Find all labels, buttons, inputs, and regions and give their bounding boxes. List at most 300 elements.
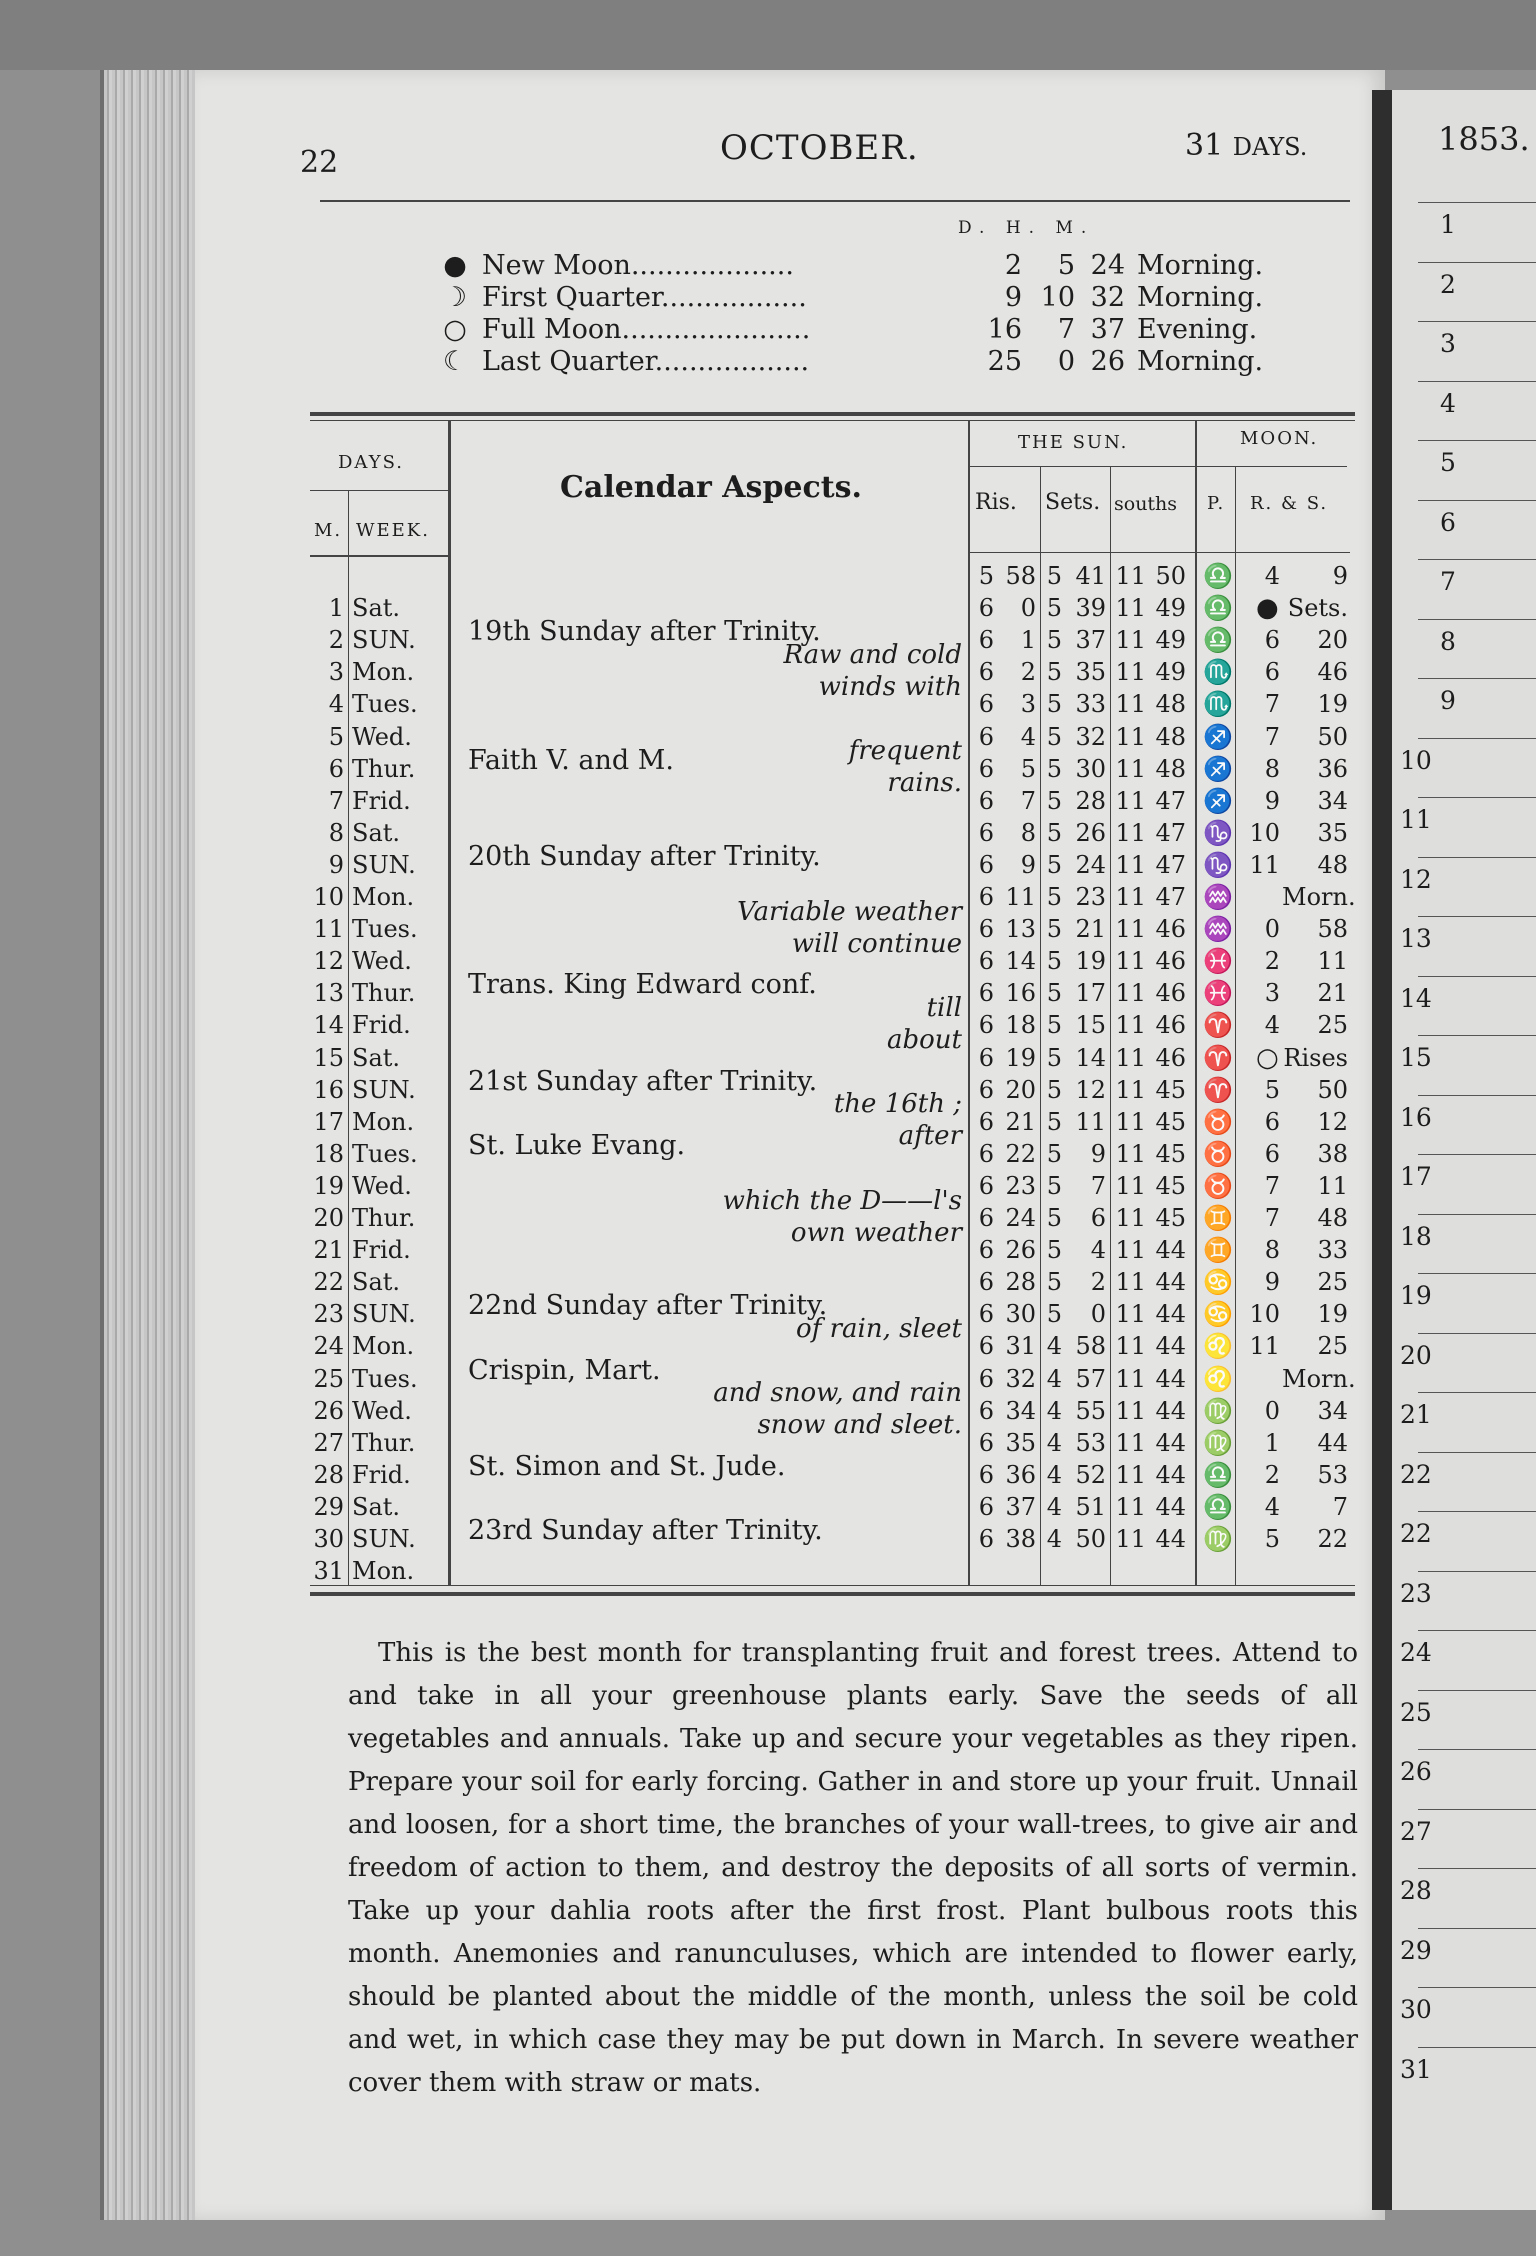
phase-name: Last Quarter <box>482 346 655 377</box>
day-of-month: 30 <box>313 1525 344 1553</box>
set-minute: 41 <box>1075 562 1106 590</box>
moon-sign-icon: ♐ <box>1203 754 1233 783</box>
rise-minute: 11 <box>1005 883 1036 911</box>
table-row <box>0 913 1380 945</box>
facing-page-day-number: 3 <box>1440 329 1456 358</box>
moon-sign-icon: ♍ <box>1203 1525 1233 1553</box>
set-hour: 5 <box>1046 594 1062 623</box>
phase-minute: 32 <box>1090 282 1125 313</box>
day-of-week: SUN. <box>352 626 416 655</box>
south-minute: 46 <box>1155 915 1186 944</box>
south-minute: 48 <box>1155 722 1186 751</box>
day-of-week: SUN. <box>352 1300 416 1329</box>
facing-page-rule <box>1418 1809 1536 1810</box>
facing-page-day-number: 5 <box>1440 448 1456 477</box>
gardening-text: This is the best month for transplanting fruit and forest trees. Attend to and take in all your greenhouse plants early. Save the seeds of all vegetables and annuals. Take up and secure your vegetables as they ripen. Prepare your soil for early forcing. Gather in and store up your fruit. Unnail and loosen, for a short time, the branches of your wall-trees, to give air and freedom of action to them, and destroy the deposits of all sorts of vermin. Take up your dahlia roots after the first frost. Plant bulbous roots this month. Anemonies and ranunculuses, which are intended to flower early, should be planted about the middle of the month, unless the soil be cold and wet, in which case they may be put down in March. In severe weather cover them with straw or mats. <box>348 1638 1358 2098</box>
phase-time-of-day: Morning. <box>1137 346 1264 377</box>
set-minute: 21 <box>1075 915 1106 944</box>
moon-sign-icon: ♓ <box>1203 947 1233 976</box>
facing-page-rule <box>1418 1868 1536 1869</box>
weather-note: and snow, and rain <box>713 1378 962 1408</box>
weather-note: Raw and cold <box>783 640 962 670</box>
set-hour: 5 <box>1046 1268 1062 1297</box>
moon-rs-minute: Morn. <box>1282 883 1356 911</box>
day-of-month: 3 <box>328 658 344 687</box>
calendar-entry: Trans. King Edward conf. <box>468 969 817 1001</box>
facing-page-day-number: 9 <box>1440 686 1456 715</box>
moon-sign-icon: ♓ <box>1203 979 1233 1008</box>
south-hour: 11 <box>1115 1268 1146 1297</box>
weather-note: which the D——l's <box>722 1186 962 1216</box>
weather-note: rains. <box>887 768 962 798</box>
phase-name: First Quarter <box>482 282 661 313</box>
facing-page-rule <box>1418 2047 1536 2048</box>
gardening-paragraph <box>348 1632 1358 2105</box>
weather-note: the 16th ; <box>833 1089 962 1119</box>
moon-phase-row <box>440 250 1264 282</box>
moon-rs-minute: 25 <box>1317 1268 1348 1297</box>
moon-sign-icon: ♎ <box>1203 1460 1233 1489</box>
facing-page-rule <box>1418 381 1536 382</box>
set-hour: 5 <box>1046 786 1062 815</box>
day-of-week: Mon. <box>352 658 415 687</box>
south-hour: 11 <box>1115 722 1146 751</box>
weather-note: of rain, sleet <box>796 1314 962 1344</box>
phase-day: 2 <box>1004 250 1022 281</box>
set-minute: 51 <box>1075 1492 1106 1521</box>
facing-page-rule <box>1418 1154 1536 1155</box>
rise-minute: 13 <box>1005 915 1036 944</box>
moon-rs-minute: Morn. <box>1282 1364 1356 1393</box>
south-minute: 45 <box>1155 1139 1186 1168</box>
day-of-week: Mon. <box>352 883 415 911</box>
moon-rs-minute: 11 <box>1317 1171 1348 1200</box>
rise-minute: 21 <box>1005 1107 1036 1136</box>
facing-page-day-number: 4 <box>1440 388 1456 418</box>
set-minute: 32 <box>1075 722 1106 751</box>
set-hour: 4 <box>1046 1492 1062 1521</box>
moon-sign-icon: ♉ <box>1203 1139 1233 1168</box>
facing-page-day-number: 19 <box>1400 1281 1432 1310</box>
day-of-week: Thur. <box>352 754 416 783</box>
set-hour: 5 <box>1046 754 1062 783</box>
facing-page-day-number: 18 <box>1400 1221 1432 1251</box>
table-row <box>0 1330 1380 1362</box>
facing-page-day-number: 15 <box>1400 1043 1432 1072</box>
day-of-week: Wed. <box>352 947 412 976</box>
rise-hour: 6 <box>978 1396 994 1425</box>
phase-header-d: D. <box>958 218 993 238</box>
south-hour: 11 <box>1115 1332 1146 1361</box>
scan-background <box>0 0 1536 70</box>
new-moon-icon: ● <box>443 250 467 281</box>
table-row <box>0 721 1380 753</box>
phase-time-of-day: Morning. <box>1137 250 1264 281</box>
rise-minute: 23 <box>1005 1171 1036 1200</box>
moon-rs-minute: 44 <box>1317 1428 1348 1457</box>
south-minute: 47 <box>1155 883 1186 911</box>
full-moon-icon: ○ <box>443 314 467 345</box>
facing-page-day-number: 7 <box>1440 567 1456 596</box>
weather-note: about <box>887 1025 962 1055</box>
set-minute: 0 <box>1090 1300 1106 1329</box>
rise-hour: 6 <box>978 722 994 751</box>
moon-sign-icon: ♌ <box>1203 1364 1233 1393</box>
moon-sign-icon: ♏ <box>1203 690 1233 719</box>
calendar-entry: St. Simon and St. Jude. <box>468 1450 786 1482</box>
moon-rs-hour: 1 <box>1264 1428 1280 1457</box>
week-header: WEEK. <box>356 520 430 541</box>
moon-rs-hour: 4 <box>1264 1492 1280 1521</box>
rise-minute: 2 <box>1020 658 1036 687</box>
weather-note: till <box>926 993 962 1023</box>
south-hour: 11 <box>1115 1428 1146 1457</box>
moon-rs-minute: 50 <box>1317 1075 1348 1104</box>
rise-minute: 38 <box>1005 1525 1036 1553</box>
facing-page-day-number: 13 <box>1400 924 1432 953</box>
rise-hour: 6 <box>978 1525 994 1553</box>
day-of-month: 4 <box>328 690 344 719</box>
moon-rs-hour: 2 <box>1264 1460 1280 1489</box>
moon-sign-icon: ♑ <box>1203 818 1233 847</box>
moon-header: MOON. <box>1240 428 1319 449</box>
p-header: P. <box>1207 493 1226 514</box>
moon-rs-minute: 38 <box>1317 1139 1348 1168</box>
phase-leader-dots: ...................... <box>621 314 811 345</box>
day-of-month: 24 <box>313 1332 344 1361</box>
day-of-week: Thur. <box>352 1204 416 1232</box>
rs-header: R. & S. <box>1250 493 1329 514</box>
day-of-month: 13 <box>313 979 344 1008</box>
day-of-week: Frid. <box>352 1011 411 1040</box>
set-minute: 2 <box>1090 1268 1106 1297</box>
moon-rs-minute: 22 <box>1317 1525 1348 1553</box>
rise-hour: 6 <box>978 1204 994 1232</box>
page-number: 22 <box>300 145 339 180</box>
day-of-month: 5 <box>328 722 344 751</box>
table-top-rule-thin <box>310 420 1355 421</box>
rise-hour: 6 <box>978 883 994 911</box>
phase-column-headers <box>958 218 1094 238</box>
south-minute: 49 <box>1155 658 1186 687</box>
days-count: 31 <box>1185 128 1224 163</box>
moon-rs-minute: 58 <box>1317 915 1348 944</box>
week-header-rule <box>310 555 450 557</box>
set-hour: 4 <box>1046 1396 1062 1425</box>
south-hour: 11 <box>1115 754 1146 783</box>
moon-rs-minute: 50 <box>1317 722 1348 751</box>
moon-sign-icon: ♏ <box>1203 658 1233 687</box>
day-of-month: 9 <box>328 850 344 879</box>
set-minute: 14 <box>1075 1043 1106 1072</box>
facing-page-day-number: 6 <box>1440 507 1456 537</box>
moon-phase-row <box>440 314 1258 346</box>
table-row <box>0 1202 1380 1234</box>
moon-sign-icon: ♍ <box>1203 1396 1233 1425</box>
calendar-entry: 22nd Sunday after Trinity. <box>468 1290 828 1322</box>
facing-page-rule <box>1418 1214 1536 1215</box>
moon-rs-hour: 5 <box>1264 1525 1280 1553</box>
phase-leader-dots: .................. <box>654 346 810 377</box>
m-header: M. <box>314 520 343 541</box>
day-of-month: 1 <box>328 594 344 623</box>
first-quarter-icon: ☽ <box>442 282 468 313</box>
phase-leader-dots: ................... <box>630 250 794 281</box>
set-minute: 33 <box>1075 690 1106 719</box>
moon-rs-hour: 6 <box>1264 658 1280 687</box>
facing-page-rule <box>1418 857 1536 858</box>
rise-hour: 6 <box>978 979 994 1008</box>
south-minute: 44 <box>1155 1364 1186 1393</box>
facing-page-rule <box>1418 1987 1536 1988</box>
rise-hour: 6 <box>978 1075 994 1104</box>
moon-rs-minute: 53 <box>1317 1460 1348 1489</box>
table-row <box>0 881 1380 913</box>
south-hour: 11 <box>1115 1075 1146 1104</box>
south-hour: 11 <box>1115 1204 1146 1232</box>
set-minute: 28 <box>1075 786 1106 815</box>
moon-rs-hour: 7 <box>1264 1171 1280 1200</box>
phase-time-of-day: Evening. <box>1137 314 1258 345</box>
moon-sign-icon: ♒ <box>1203 915 1233 944</box>
set-hour: 5 <box>1046 690 1062 719</box>
moon-sign-icon: ♈ <box>1203 1075 1233 1104</box>
rise-minute: 20 <box>1005 1075 1036 1104</box>
table-row <box>0 688 1380 720</box>
moon-sign-icon: ♋ <box>1203 1300 1233 1329</box>
rise-hour: 6 <box>978 1492 994 1521</box>
set-hour: 5 <box>1046 818 1062 847</box>
table-row <box>0 1555 1380 1587</box>
sun-subheader-rule <box>970 552 1350 553</box>
day-of-week: Tues. <box>352 1364 418 1393</box>
moon-rs-minute: 35 <box>1317 818 1348 847</box>
new-moon-icon: ● <box>1256 593 1279 624</box>
facing-page-rule <box>1418 1273 1536 1274</box>
day-of-month: 21 <box>313 1236 344 1265</box>
facing-page-rule <box>1418 1690 1536 1691</box>
moon-rs-hour: 8 <box>1264 1236 1280 1265</box>
phase-header-m: M. <box>1055 218 1095 238</box>
facing-page-rule <box>1418 559 1536 560</box>
facing-page-rule <box>1418 440 1536 441</box>
rise-hour: 6 <box>978 690 994 719</box>
day-of-month: 10 <box>313 883 344 911</box>
rise-hour: 6 <box>978 1460 994 1489</box>
set-minute: 58 <box>1075 1332 1106 1361</box>
south-minute: 50 <box>1155 562 1186 590</box>
facing-page-day-number: 23 <box>1400 1578 1432 1608</box>
moon-sign-icon: ♎ <box>1203 562 1233 590</box>
moon-rs-minute: 9 <box>1332 562 1348 590</box>
moon-rs-minute: 11 <box>1317 947 1348 976</box>
moon-rs-minute: 33 <box>1317 1236 1348 1265</box>
facing-page-rule <box>1418 1749 1536 1750</box>
table-row <box>0 656 1380 688</box>
south-hour: 11 <box>1115 1300 1146 1329</box>
facing-page-day-number: 2 <box>1440 269 1456 299</box>
day-of-week: Wed. <box>352 1171 412 1200</box>
table-row <box>0 785 1380 817</box>
set-minute: 37 <box>1075 626 1106 655</box>
day-of-week: Frid. <box>352 1236 411 1265</box>
day-of-month: 18 <box>313 1139 344 1168</box>
moon-rs-hour: 10 <box>1249 818 1280 847</box>
rise-hour: 6 <box>978 1428 994 1457</box>
day-of-month: 27 <box>313 1428 344 1457</box>
day-of-week: Mon. <box>352 1332 415 1361</box>
phase-hour: 5 <box>1057 250 1075 281</box>
facing-page-rule <box>1418 976 1536 977</box>
calendar-entry: 21st Sunday after Trinity. <box>468 1065 818 1097</box>
facing-page-day-number: 14 <box>1400 983 1432 1013</box>
day-of-week: Sat. <box>352 594 401 623</box>
moon-rs-hour: 7 <box>1264 722 1280 751</box>
sun-moon-first-row <box>0 560 1380 592</box>
rise-hour: 6 <box>978 594 994 623</box>
month-title: OCTOBER. <box>720 128 919 168</box>
day-of-week: SUN. <box>352 850 416 879</box>
header-rule <box>320 200 1350 202</box>
day-of-month: 28 <box>313 1460 344 1489</box>
south-hour: 11 <box>1115 1043 1146 1072</box>
set-hour: 5 <box>1046 1043 1062 1072</box>
rise-hour: 6 <box>978 658 994 687</box>
set-minute: 57 <box>1075 1364 1106 1393</box>
moon-rs-hour: 7 <box>1264 1204 1280 1232</box>
rise-hour: 6 <box>978 1300 994 1329</box>
rise-minute: 0 <box>1020 594 1036 623</box>
day-of-week: Thur. <box>352 979 416 1008</box>
set-minute: 55 <box>1075 1396 1106 1425</box>
table-top-rule <box>310 412 1355 416</box>
moon-rs-minute: 48 <box>1317 850 1348 879</box>
weather-note: will continue <box>791 929 962 959</box>
table-row <box>0 1395 1380 1427</box>
days-count-label <box>1185 128 1307 163</box>
south-minute: 49 <box>1155 626 1186 655</box>
calendar-entry: 19th Sunday after Trinity. <box>468 616 821 648</box>
day-of-week: Mon. <box>352 1107 415 1136</box>
rise-minute: 26 <box>1005 1236 1036 1265</box>
south-hour: 11 <box>1115 1011 1146 1040</box>
day-of-month: 20 <box>313 1204 344 1232</box>
facing-page-rule <box>1418 202 1536 203</box>
rise-minute: 1 <box>1020 626 1036 655</box>
moon-sign-icon: ♉ <box>1203 1171 1233 1200</box>
south-minute: 44 <box>1155 1525 1186 1553</box>
moon-rs-minute: 19 <box>1317 690 1348 719</box>
day-of-week: Wed. <box>352 1396 412 1425</box>
facing-page-year: 1853. <box>1438 120 1530 158</box>
moon-rs-hour: 4 <box>1264 562 1280 590</box>
south-hour: 11 <box>1115 1236 1146 1265</box>
moon-rs-hour: 10 <box>1249 1300 1280 1329</box>
rise-minute: 35 <box>1005 1428 1036 1457</box>
moon-sign-icon: ♊ <box>1203 1236 1233 1265</box>
day-of-week: Tues. <box>352 1139 418 1168</box>
south-minute: 46 <box>1155 979 1186 1008</box>
set-minute: 53 <box>1075 1428 1106 1457</box>
phase-day: 16 <box>987 314 1022 345</box>
facing-page-day-number: 8 <box>1440 626 1456 656</box>
set-minute: 52 <box>1075 1460 1106 1489</box>
south-hour: 11 <box>1115 947 1146 976</box>
set-hour: 5 <box>1046 1011 1062 1040</box>
moon-sign-icon: ♎ <box>1203 594 1233 623</box>
day-of-month: 7 <box>328 786 344 815</box>
south-hour: 11 <box>1115 658 1146 687</box>
phase-label <box>482 250 794 281</box>
rise-hour: 6 <box>978 626 994 655</box>
day-of-month: 23 <box>313 1300 344 1329</box>
moon-sign-icon: ♎ <box>1203 1492 1233 1521</box>
day-of-month: 12 <box>313 947 344 976</box>
facing-page-day-number: 29 <box>1400 1935 1432 1965</box>
phase-minute: 26 <box>1090 346 1125 377</box>
ris-header: Ris. <box>975 490 1017 515</box>
set-hour: 5 <box>1046 850 1062 879</box>
weather-note: frequent <box>848 736 962 766</box>
moon-sign-icon: ♈ <box>1203 1011 1233 1040</box>
set-hour: 5 <box>1046 1075 1062 1104</box>
phase-label <box>482 282 807 313</box>
south-minute: 44 <box>1155 1428 1186 1457</box>
rise-hour: 6 <box>978 947 994 976</box>
facing-page-day-number: 24 <box>1400 1638 1432 1667</box>
day-of-week: Sat. <box>352 1043 401 1072</box>
facing-page-day-number: 21 <box>1400 1400 1432 1429</box>
south-minute: 44 <box>1155 1332 1186 1361</box>
rise-hour: 6 <box>978 850 994 879</box>
set-hour: 5 <box>1046 1171 1062 1200</box>
moon-rs-hour: 6 <box>1264 1139 1280 1168</box>
set-hour: 5 <box>1046 658 1062 687</box>
facing-page-day-number: 22 <box>1400 1459 1432 1489</box>
day-of-month: 26 <box>313 1396 344 1425</box>
set-hour: 5 <box>1046 883 1062 911</box>
set-minute: 35 <box>1075 658 1106 687</box>
moon-sign-icon: ♑ <box>1203 850 1233 879</box>
moon-rs-minute: Sets. <box>1287 594 1348 623</box>
facing-page-day-number: 28 <box>1400 1876 1432 1905</box>
table-row <box>0 1363 1380 1395</box>
set-hour: 4 <box>1046 1525 1062 1553</box>
facing-page-rule <box>1418 1095 1536 1096</box>
facing-page-day-number: 31 <box>1400 2054 1432 2084</box>
day-of-month: 6 <box>328 754 344 783</box>
day-of-month: 17 <box>313 1107 344 1136</box>
the-sun-header: THE SUN. <box>1018 432 1129 453</box>
south-minute: 44 <box>1155 1300 1186 1329</box>
south-hour: 11 <box>1115 690 1146 719</box>
day-of-month: 8 <box>328 818 344 847</box>
rise-hour: 6 <box>978 1043 994 1072</box>
set-hour: 5 <box>1046 562 1062 590</box>
south-hour: 11 <box>1115 883 1146 911</box>
south-minute: 45 <box>1155 1171 1186 1200</box>
south-minute: 46 <box>1155 1011 1186 1040</box>
facing-page-day-number: 26 <box>1400 1757 1432 1786</box>
moon-rs-minute: 36 <box>1317 754 1348 783</box>
weather-note: own weather <box>790 1218 962 1248</box>
day-of-week: Mon. <box>352 1557 415 1586</box>
calendar-aspects-header: Calendar Aspects. <box>560 470 862 505</box>
facing-page-rule <box>1418 1928 1536 1929</box>
facing-page-rule <box>1418 1392 1536 1393</box>
moon-rs-minute: 34 <box>1317 1396 1348 1425</box>
south-minute: 47 <box>1155 818 1186 847</box>
